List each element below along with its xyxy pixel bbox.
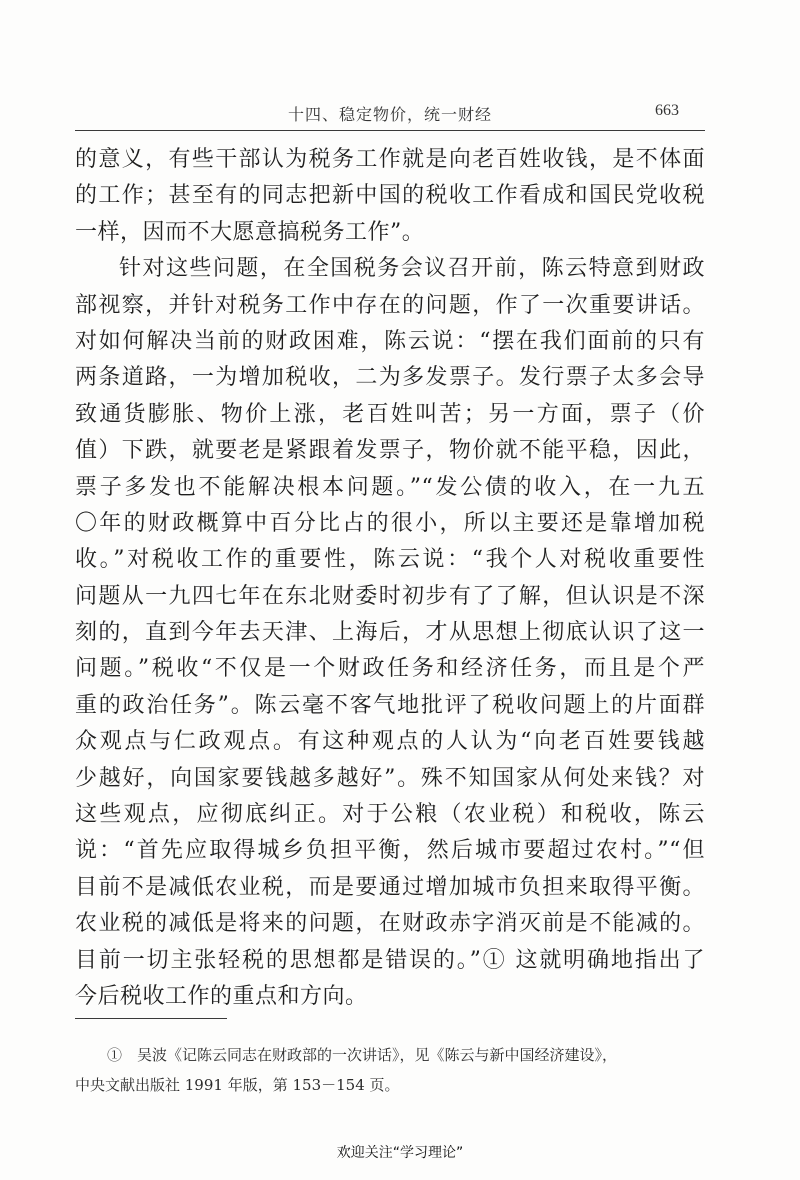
text-line: 少越好，向国家要钱越多越好”。殊不知国家从何处来钱？对 — [75, 765, 705, 791]
text-line: 部视察，并针对税务工作中存在的问题，作了一次重要讲话。 — [75, 292, 705, 318]
text-line: 目前不是减低农业税，而是要通过增加城市负担来取得平衡。 — [75, 874, 705, 900]
footnote-rule — [75, 1018, 227, 1019]
text-line: 两条道路，一为增加税收，二为多发票子。发行票子太多会导 — [75, 365, 705, 391]
text-line: 重的政治任务”。陈云毫不客气地批评了税收问题上的片面群 — [75, 692, 705, 718]
header-rule — [75, 130, 705, 131]
body-text — [75, 142, 705, 1015]
text-line: 这些观点，应彻底纠正。对于公粮（农业税）和税收，陈云 — [75, 802, 705, 828]
text-line: 问题。”税收“不仅是一个财政任务和经济任务，而且是个严 — [75, 656, 705, 682]
footnote — [75, 1040, 705, 1100]
text-line: 目前一切主张轻税的思想都是错误的。”① 这就明确地指出了 — [75, 947, 705, 973]
text-line: 一样，因而不大愿意搞税务工作”。 — [75, 219, 425, 245]
page-number: 663 — [655, 102, 679, 119]
running-head — [75, 100, 705, 134]
text-line: 针对这些问题，在全国税务会议召开前，陈云特意到财政 — [119, 256, 705, 282]
text-line: 众观点与仁政观点。有这种观点的人认为“向老百姓要钱越 — [75, 729, 705, 755]
text-line: 问题从一九四七年在东北财委时初步有了了解，但认识是不深 — [75, 583, 705, 609]
footnote-line: 中央文献出版社 1991 年版，第 153－154 页。 — [75, 1076, 400, 1094]
text-line: 农业税的减低是将来的问题，在财政赤字消灭前是不能减的。 — [75, 911, 705, 937]
text-line: 今后税收工作的重点和方向。 — [75, 983, 368, 1009]
text-line: 值）下跌，就要老是紧跟着发票子，物价就不能平稳，因此， — [75, 438, 705, 464]
text-line: 刻的，直到今年去天津、上海后，才从思想上彻底认识了这一 — [75, 620, 705, 646]
text-line: 〇年的财政概算中百分比占的很小，所以主要还是靠增加税 — [75, 510, 705, 536]
footnote-line: ① 吴波《记陈云同志在财政部的一次讲话》，见《陈云与新中国经济建设》， — [107, 1046, 618, 1064]
text-line: 对如何解决当前的财政困难，陈云说：“摆在我们面前的只有 — [75, 328, 705, 354]
watermark-caption: 欢迎关注“学习理论” — [336, 1145, 464, 1161]
text-line: 说：“首先应取得城乡负担平衡，然后城市要超过农村。”“但 — [75, 838, 705, 864]
text-line: 的意义，有些干部认为税务工作就是向老百姓收钱，是不体面 — [75, 147, 705, 172]
running-title: 十四、稳定物价，统一财经 — [287, 105, 492, 124]
text-line: 的工作；甚至有的同志把新中国的税收工作看成和国民党收税 — [75, 183, 705, 209]
text-line: 票子多发也不能解决根本问题。”“发公债的收入，在一九五 — [75, 474, 705, 500]
text-line: 致通货膨胀、物价上涨，老百姓叫苦；另一方面，票子（价 — [75, 401, 705, 427]
text-line: 收。”对税收工作的重要性，陈云说：“我个人对税收重要性 — [75, 547, 705, 573]
